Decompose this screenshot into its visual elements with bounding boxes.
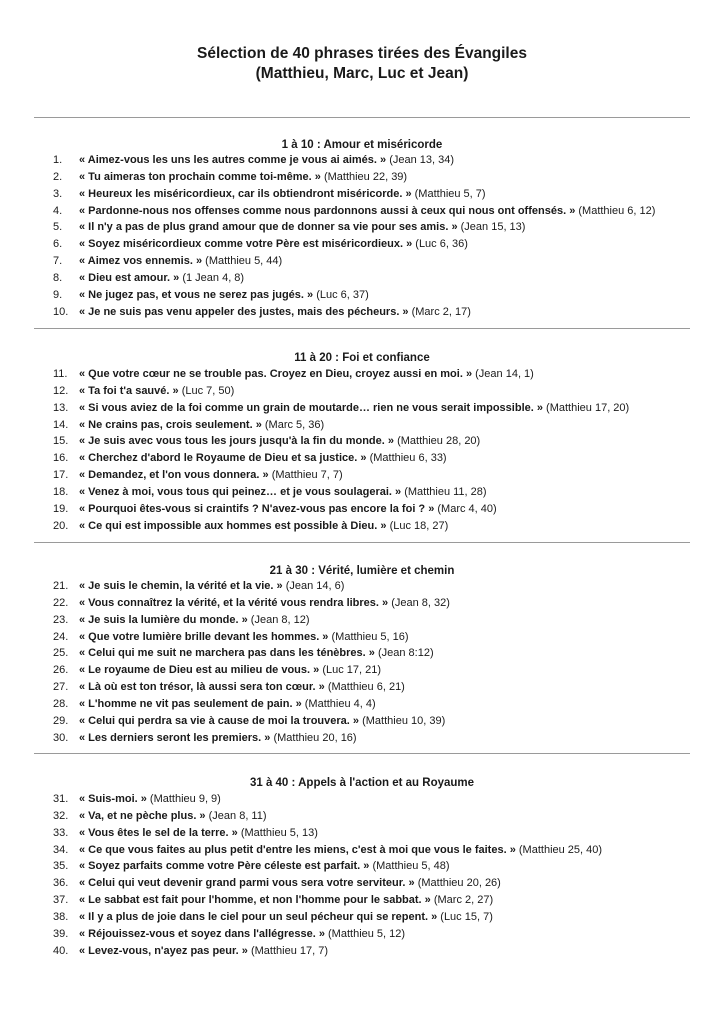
item-number: 21. (53, 580, 69, 592)
quote-text: « Dieu est amour. » (79, 271, 180, 284)
quote-text: « Ta foi t'a sauvé. » (79, 384, 179, 397)
list-item (0, 808, 724, 825)
quote-text: « Le royaume de Dieu est au milieu de vous. » (79, 664, 320, 677)
item-text (79, 383, 234, 400)
scripture-reference: (Matthieu 28, 20) (397, 435, 481, 448)
list-item (0, 253, 724, 270)
scripture-reference: (Matthieu 11, 28) (404, 485, 487, 498)
item-text (79, 450, 447, 467)
item-number: 30. (53, 731, 69, 744)
list-item (0, 730, 724, 747)
scripture-reference: (Jean 8:12) (377, 647, 434, 660)
item-number: 4. (53, 204, 63, 217)
section-divider (34, 117, 690, 118)
item-number: 15. (53, 435, 69, 448)
list-item (0, 943, 724, 960)
item-number: 36. (53, 877, 69, 890)
list-item (0, 169, 724, 186)
item-text (79, 417, 324, 434)
list-item (0, 203, 724, 220)
quote-text: « Ce qui est impossible aux hommes est possible à Dieu. » (79, 519, 387, 532)
list-item (0, 909, 724, 926)
item-number: 33. (53, 826, 69, 839)
item-number: 31. (53, 793, 69, 805)
scripture-reference: (Jean 14, 1) (475, 368, 534, 380)
scripture-reference: (Jean 13, 34) (389, 154, 455, 166)
quote-text: « Aimez-vous les uns les autres comme je vous ai aimés. » (79, 154, 387, 166)
item-text (79, 578, 344, 595)
quote-text: « Demandez, et l'on vous donnera. » (79, 469, 269, 482)
list-item (0, 287, 724, 304)
scripture-reference: (Jean 8, 12) (250, 613, 310, 626)
item-number: 7. (53, 255, 63, 268)
item-text (79, 730, 357, 747)
list-item (0, 842, 724, 859)
list-item (0, 417, 724, 434)
section-list-4 (0, 791, 724, 959)
section-list-1 (0, 152, 724, 320)
list-item (0, 858, 724, 875)
quote-text: « Je ne suis pas venu appeler des justes, mais des pécheurs. » (79, 305, 409, 318)
quote-text: « Là où est ton trésor, là aussi sera ton cœur. » (79, 681, 325, 694)
item-text (79, 270, 244, 287)
item-text (79, 875, 501, 892)
item-text (79, 825, 318, 842)
item-text (79, 629, 409, 646)
quote-text: « Réjouissez-vous et soyez dans l'allégresse. » (79, 927, 325, 940)
quote-text: « Ce que vous faites au plus petit d'entre les miens, c'est à moi que vous le faites. » (79, 843, 516, 856)
item-text (79, 253, 282, 270)
item-number: 5. (53, 221, 63, 234)
scripture-reference: (Matthieu 9, 9) (149, 793, 221, 805)
scripture-reference: (Matthieu 22, 39) (323, 170, 408, 183)
item-number: 29. (53, 714, 69, 727)
scripture-reference: (Luc 18, 27) (389, 519, 449, 532)
scripture-reference: (Matthieu 17, 20) (546, 401, 630, 414)
scripture-reference: (Luc 6, 37) (316, 288, 369, 301)
list-item (0, 713, 724, 730)
list-item (0, 270, 724, 287)
item-number: 32. (53, 809, 69, 822)
quote-text: « Vous connaîtrez la vérité, et la vérité vous rendra libres. » (79, 596, 389, 609)
scripture-reference: (Luc 17, 21) (322, 664, 382, 677)
section-list-3 (0, 578, 724, 746)
list-item (0, 304, 724, 321)
list-item (0, 875, 724, 892)
quote-text: « Tu aimeras ton prochain comme toi-même. » (79, 170, 321, 183)
scripture-reference: (Matthieu 10, 39) (362, 714, 446, 727)
scripture-reference: (Marc 2, 27) (433, 894, 494, 907)
list-item (0, 791, 724, 808)
list-item (0, 433, 724, 450)
item-number: 11. (53, 368, 68, 380)
scripture-reference: (Matthieu 6, 21) (327, 681, 405, 694)
section-heading-1: 1 à 10 : Amour et miséricorde (281, 139, 443, 151)
quote-text: « Celui qui me suit ne marchera pas dans les ténèbres. » (79, 647, 375, 660)
item-text (79, 219, 525, 236)
item-number: 38. (53, 910, 69, 923)
scripture-reference: (Matthieu 5, 7) (414, 187, 486, 200)
list-item (0, 696, 724, 713)
quote-text: « Que votre cœur ne se trouble pas. Croyez en Dieu, croyez aussi en moi. » (79, 368, 473, 380)
document-title: Sélection de 40 phrases tirées des Évangiles (197, 45, 527, 62)
list-item (0, 383, 724, 400)
scripture-reference: (Luc 7, 50) (181, 384, 235, 397)
item-text (79, 595, 450, 612)
item-number: 9. (53, 288, 63, 301)
item-number: 16. (53, 452, 69, 465)
list-item (0, 152, 724, 169)
quote-text: « Levez-vous, n'ayez pas peur. » (79, 944, 248, 957)
quote-text: « Suis-moi. » (79, 793, 147, 805)
list-item (0, 236, 724, 253)
quote-text: « Heureux les miséricordieux, car ils obtiendront miséricorde. » (79, 187, 412, 200)
item-number: 17. (53, 469, 69, 482)
item-text (79, 236, 468, 253)
item-text (79, 943, 328, 960)
list-item (0, 679, 724, 696)
item-number: 27. (53, 681, 69, 694)
list-item (0, 612, 724, 629)
item-text (79, 892, 493, 909)
item-number: 25. (53, 647, 69, 660)
scripture-reference: (Matthieu 17, 7) (250, 944, 329, 957)
list-item (0, 662, 724, 679)
scripture-reference: (Matthieu 7, 7) (271, 469, 343, 482)
quote-text: « Celui qui perdra sa vie à cause de moi la trouvera. » (79, 714, 360, 727)
item-text (79, 645, 434, 662)
item-text (79, 679, 405, 696)
item-number: 13. (53, 401, 69, 414)
scripture-reference: (Marc 2, 17) (411, 305, 471, 318)
scripture-reference: (Luc 15, 7) (440, 910, 493, 923)
section-divider (34, 542, 690, 543)
quote-text: « Soyez parfaits comme votre Père céleste est parfait. » (79, 860, 370, 873)
quote-text: « Venez à moi, vous tous qui peinez… et je vous soulagerai. » (79, 485, 402, 498)
item-text (79, 518, 448, 535)
quote-text: « Va, et ne pèche plus. » (79, 809, 206, 822)
scripture-reference: (Matthieu 5, 16) (331, 630, 409, 643)
scripture-reference: (Jean 8, 11) (208, 809, 267, 822)
list-item (0, 518, 724, 535)
item-number: 6. (53, 238, 63, 251)
list-item (0, 926, 724, 943)
list-item (0, 595, 724, 612)
item-text (79, 926, 405, 943)
item-number: 26. (53, 664, 69, 677)
item-number: 28. (53, 697, 69, 710)
item-number: 19. (53, 502, 69, 515)
scripture-reference: (Marc 5, 36) (264, 418, 325, 431)
item-text (79, 152, 454, 169)
quote-text: « Je suis le chemin, la vérité et la vie. » (79, 580, 283, 592)
item-text (79, 433, 480, 450)
item-text (79, 791, 221, 808)
section-divider (34, 328, 690, 329)
quote-text: « Si vous aviez de la foi comme un grain de moutarde… rien ne vous serait impossible. » (79, 401, 543, 414)
scripture-reference: (Matthieu 6, 12) (578, 204, 656, 217)
item-text (79, 696, 376, 713)
section-divider (34, 753, 690, 754)
section-heading-4: 31 à 40 : Appels à l'action et au Royaume (249, 777, 475, 789)
item-text (79, 501, 497, 518)
item-text (79, 858, 450, 875)
item-text (79, 713, 445, 730)
quote-text: « L'homme ne vit pas seulement de pain. » (79, 697, 302, 710)
quote-text: « Les derniers seront les premiers. » (79, 731, 271, 744)
scripture-reference: (1 Jean 4, 8) (182, 271, 245, 284)
scripture-reference: (Matthieu 5, 48) (372, 860, 450, 873)
section-heading-3: 21 à 30 : Vérité, lumière et chemin (269, 565, 455, 577)
item-number: 8. (53, 271, 63, 284)
quote-text: « Aimez vos ennemis. » (79, 255, 203, 268)
list-item (0, 825, 724, 842)
list-item (0, 578, 724, 595)
item-number: 20. (53, 519, 69, 532)
item-number: 40. (53, 944, 69, 957)
item-number: 2. (53, 170, 63, 183)
quote-text: « Pourquoi êtes-vous si craintifs ? N'avez-vous pas encore la foi ? » (79, 502, 435, 515)
item-text (79, 287, 369, 304)
quote-text: « Celui qui veut devenir grand parmi vous sera votre serviteur. » (79, 877, 415, 890)
item-number: 39. (53, 927, 69, 940)
item-text (79, 612, 310, 629)
quote-text: « Je suis avec vous tous les jours jusqu'à la fin du monde. » (79, 435, 394, 448)
section-heading-2: 11 à 20 : Foi et confiance (294, 352, 430, 364)
item-text (79, 484, 487, 501)
item-number: 35. (53, 860, 69, 873)
list-item (0, 484, 724, 501)
item-number: 3. (53, 187, 63, 200)
item-number: 22. (53, 596, 69, 609)
scripture-reference: (Matthieu 25, 40) (518, 843, 603, 856)
item-text (79, 808, 267, 825)
item-number: 23. (53, 613, 69, 626)
item-number: 12. (53, 384, 69, 397)
item-text (79, 169, 407, 186)
quote-text: « Cherchez d'abord le Royaume de Dieu et sa justice. » (79, 452, 367, 465)
item-number: 1. (53, 154, 63, 166)
item-text (79, 842, 602, 859)
quote-text: « Que votre lumière brille devant les hommes. » (79, 630, 329, 643)
scripture-reference: (Matthieu 6, 33) (369, 452, 447, 465)
list-item (0, 450, 724, 467)
quote-text: « Pardonne-nous nos offenses comme nous pardonnons aussi à ceux qui nous ont offensés. » (79, 204, 576, 217)
item-number: 10. (53, 305, 69, 318)
list-item (0, 629, 724, 646)
scripture-reference: (Luc 6, 36) (415, 238, 468, 251)
item-text (79, 203, 655, 220)
quote-text: « Le sabbat est fait pour l'homme, et non l'homme pour le sabbat. » (79, 894, 431, 907)
scripture-reference: (Matthieu 4, 4) (304, 697, 376, 710)
item-text (79, 366, 534, 383)
list-item (0, 400, 724, 417)
section-list-2 (0, 366, 724, 534)
scripture-reference: (Jean 14, 6) (285, 580, 345, 592)
item-text (79, 467, 343, 484)
quote-text: « Soyez miséricordieux comme votre Père est miséricordieux. » (79, 238, 413, 251)
item-text (79, 662, 381, 679)
scripture-reference: (Jean 15, 13) (460, 221, 526, 234)
item-text (79, 400, 629, 417)
list-item (0, 467, 724, 484)
quote-text: « Ne jugez pas, et vous ne serez pas jugés. » (79, 288, 314, 301)
scripture-reference: (Matthieu 5, 44) (205, 255, 283, 268)
list-item (0, 645, 724, 662)
scripture-reference: (Matthieu 20, 16) (273, 731, 357, 744)
scripture-reference: (Marc 4, 40) (437, 502, 497, 515)
scripture-reference: (Matthieu 5, 13) (240, 826, 318, 839)
item-text (79, 304, 471, 321)
item-text (79, 909, 493, 926)
quote-text: « Vous êtes le sel de la terre. » (79, 826, 238, 839)
list-item (0, 501, 724, 518)
quote-text: « Je suis la lumière du monde. » (79, 613, 248, 626)
quote-text: « Ne crains pas, crois seulement. » (79, 418, 262, 431)
scripture-reference: (Jean 8, 32) (391, 596, 450, 609)
item-number: 24. (53, 630, 69, 643)
quote-text: « Il n'y a pas de plus grand amour que de donner sa vie pour ses amis. » (79, 221, 458, 234)
item-text (79, 186, 486, 203)
scripture-reference: (Matthieu 20, 26) (417, 877, 501, 890)
item-number: 18. (53, 485, 69, 498)
item-number: 14. (53, 418, 69, 431)
document-subtitle: (Matthieu, Marc, Luc et Jean) (255, 65, 469, 82)
item-number: 37. (53, 894, 69, 907)
list-item (0, 366, 724, 383)
scripture-reference: (Matthieu 5, 12) (328, 927, 406, 940)
list-item (0, 186, 724, 203)
item-number: 34. (53, 843, 69, 856)
list-item (0, 219, 724, 236)
list-item (0, 892, 724, 909)
quote-text: « Il y a plus de joie dans le ciel pour un seul pécheur qui se repent. » (79, 910, 438, 923)
